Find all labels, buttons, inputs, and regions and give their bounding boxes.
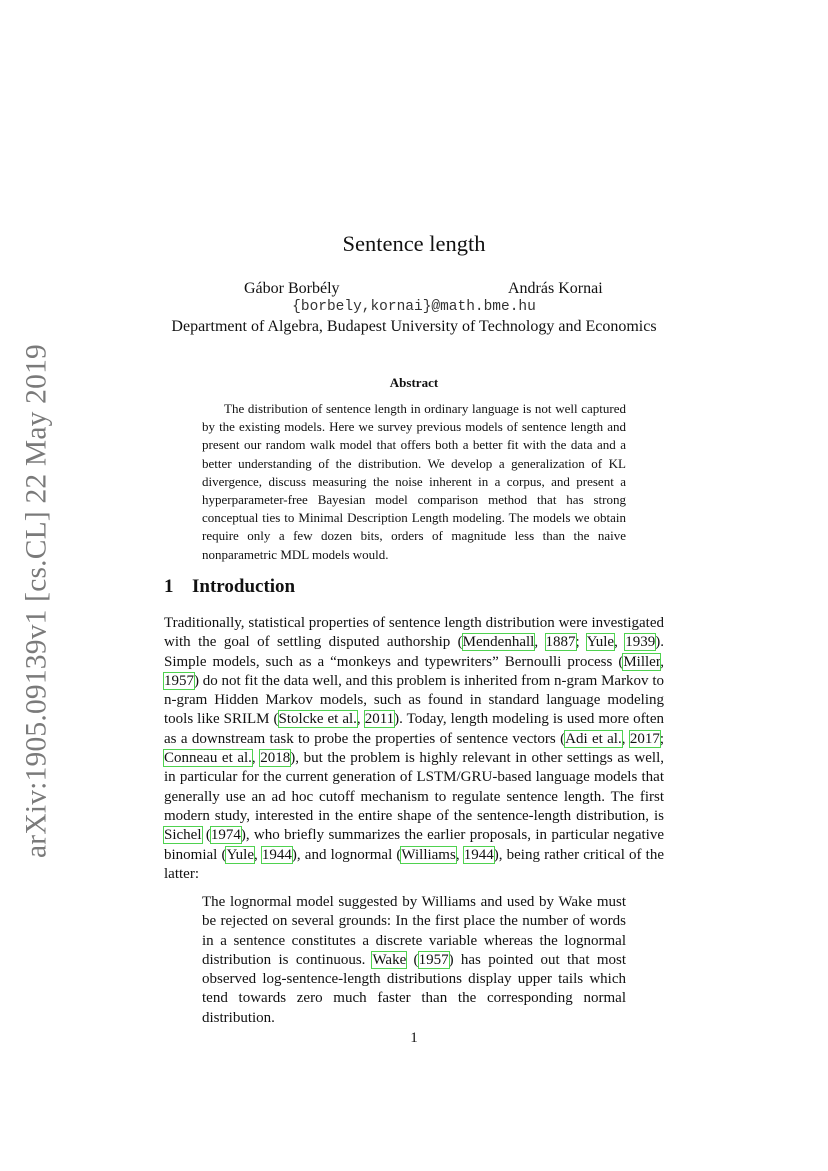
citation-link[interactable]: 1939 (625, 634, 656, 651)
abstract-text: The distribution of sentence length in ordinary language is not well captured by the existing models. Here we survey previous models of sentence length and present our random walk model that offers both a better fit with the data and a better understanding of the distribution. We develop a generalization of KL divergence, discuss measuring the noise inherent in a corpus, and present a hyperparameter-free Bayesian model comparison method that has strong conceptual ties to Minimal Description Length modeling. The models we obtain require only a few dozen bits, orders of magnitude less than the naive nonparametric MDL models would. (202, 401, 626, 562)
body-text: ), but the problem is highly relevant in other settings as well, in particular for the current generation of LSTM/GRU-based language models that generally use an ad hoc cutoff mechanism to regulate sentence length. The first modern study, interested in the entire shape of the sentence-length distribution, is (164, 750, 664, 824)
body-text: , (251, 750, 261, 767)
citation-link[interactable]: 2018 (260, 750, 291, 767)
citation-link[interactable]: 1974 (210, 827, 241, 844)
arxiv-identifier: arXiv:1905.09139v1 [cs.CL] 22 May 2019 (20, 344, 53, 858)
citation-link[interactable]: 1957 (164, 672, 194, 689)
citation-link[interactable]: 2011 (364, 711, 395, 728)
body-text: Traditionally, statistical properties of sentence length distribution were investigated with the goal of settling disputed authorship ( (164, 615, 664, 651)
body-text: , (455, 846, 464, 863)
body-text: ), who briefly summarizes the earlier proposals, in particular negative binomial ( (164, 827, 664, 863)
body-text: ( (201, 827, 211, 844)
body-text: , (356, 711, 365, 728)
citation-link[interactable]: Adi et al. (565, 730, 622, 747)
section-title: Introduction (192, 576, 296, 597)
page-number: 1 (410, 1030, 418, 1046)
author-name: Gábor Borbély (244, 280, 340, 297)
body-text: , (534, 634, 546, 651)
quote-text: ) has pointed out that most observed log-sentence-length distributions display upper tails which tend towards zero much faster than the corresponding normal distribution. (202, 951, 626, 1026)
intro-paragraph (164, 614, 664, 884)
body-text: , (253, 846, 262, 863)
section-number: 1 (164, 576, 174, 597)
citation-link[interactable]: Miller (623, 653, 661, 670)
body-text: , (614, 634, 626, 651)
citation-link[interactable]: Stolcke et al. (278, 711, 357, 728)
body-text: ). Simple models, such as a “monkeys and typewriters” Bernoulli process ( (164, 634, 664, 670)
citation-link[interactable]: 2017 (629, 730, 660, 747)
body-text: ; (575, 634, 587, 651)
body-text: ). Today, length modeling is used more often as a downstream task to probe the properties of sentence vectors ( (164, 711, 664, 747)
citation-link[interactable]: Sichel (164, 827, 202, 844)
body-text: ) do not fit the data well, and this problem is inherited from n-gram Markov to n-gram Hidden Markov models, such as found in standard language modeling tools like SRILM ( (164, 672, 664, 728)
citation-link[interactable]: Yule (226, 846, 254, 863)
section-heading (164, 576, 295, 598)
arxiv-sidebar-stamp (14, 344, 60, 858)
citation-link[interactable]: 1944 (261, 846, 292, 863)
citation-link[interactable]: Conneau et al. (164, 750, 252, 767)
citation-link[interactable]: Williams (401, 846, 456, 863)
author-email: {borbely,kornai}@math.bme.hu (292, 299, 536, 315)
body-text: ; (659, 730, 665, 747)
block-quote (202, 893, 626, 1028)
citation-link[interactable]: 1957 (418, 951, 449, 968)
citation-link[interactable]: Wake (372, 951, 407, 968)
citation-link[interactable]: 1944 (463, 846, 494, 863)
quote-text: The lognormal model suggested by Williams and used by Wake must be rejected on several grounds: In the first place the number of words in a sentence constitutes a discrete variable whereas the lognormal distribution is continuous. (202, 894, 626, 968)
quote-text: ( (406, 951, 419, 968)
body-text: , (621, 730, 630, 747)
body-text: ), and lognormal ( (291, 846, 402, 863)
citation-link[interactable]: Yule (586, 634, 615, 651)
citation-link[interactable]: Mendenhall (462, 634, 535, 651)
citation-link[interactable]: 1887 (545, 634, 576, 651)
author-name: András Kornai (508, 280, 603, 297)
body-text: , (660, 653, 664, 670)
abstract-heading: Abstract (389, 375, 439, 390)
paper-title: Sentence length (342, 231, 486, 256)
body-text: ), being rather critical of the latter: (164, 846, 664, 882)
author-affiliation: Department of Algebra, Budapest University of Technology and Economics (171, 318, 657, 335)
